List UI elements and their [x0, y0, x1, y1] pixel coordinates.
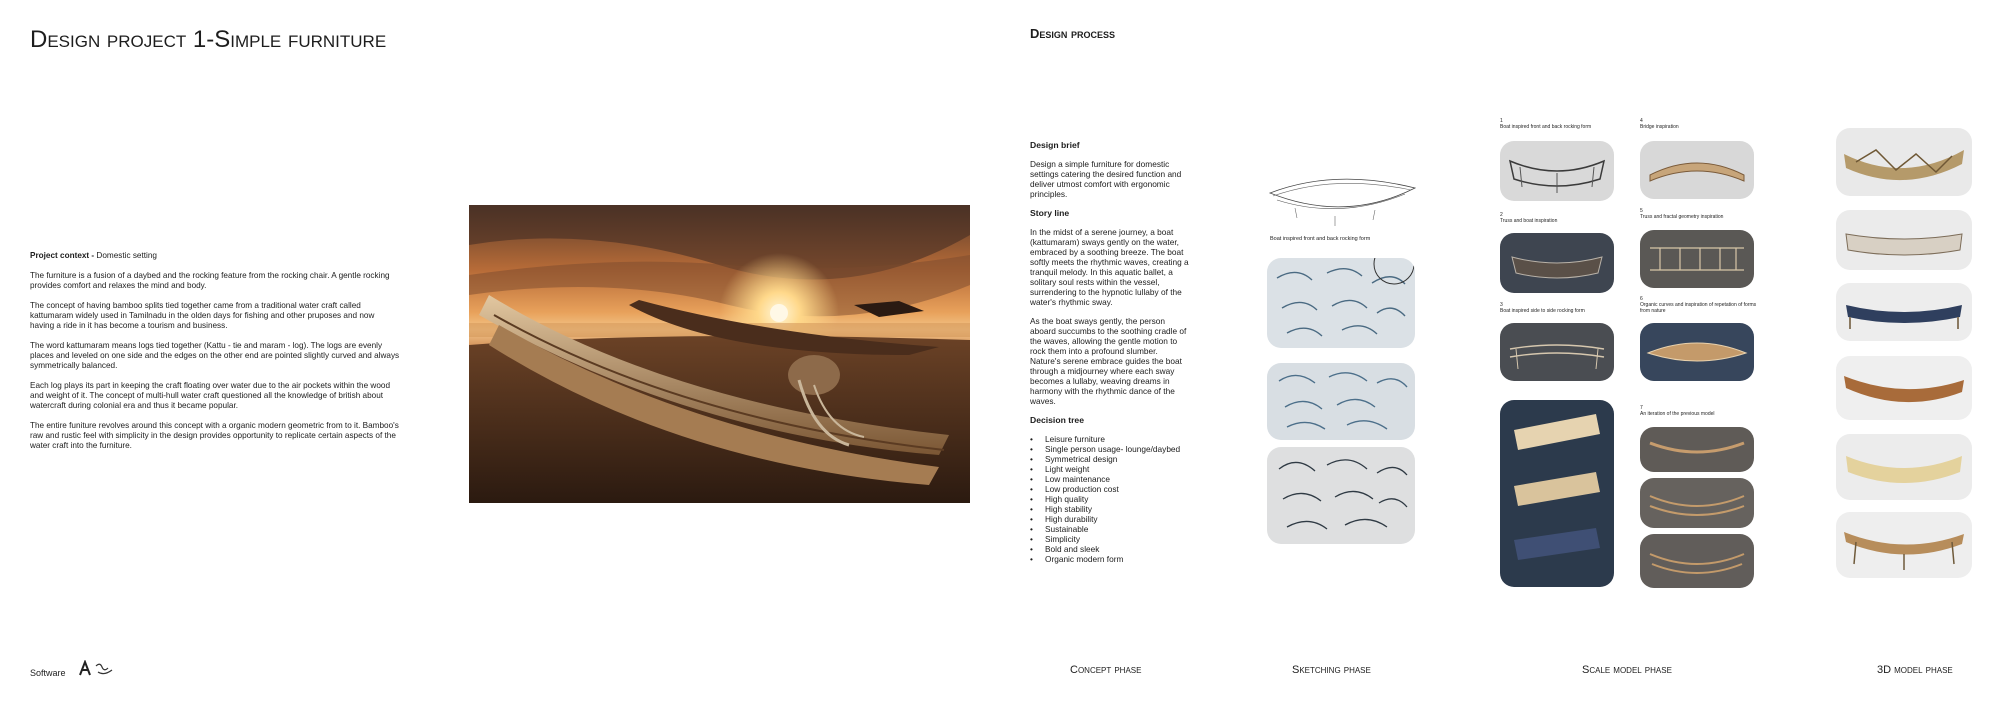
decision-item: • Light weight [1030, 464, 1190, 474]
decision-item: • High stability [1030, 504, 1190, 514]
scale-model-7b [1640, 478, 1754, 528]
model-caption [1500, 118, 1620, 130]
context-paragraph: The furniture is a fusion of a daybed and the rocking feature from the rocking chair. A gentle rocking provides comfort and relaxes the mind and body. [30, 270, 390, 290]
phase-concept: Concept phase [1070, 664, 1142, 676]
design-brief [1030, 140, 1190, 564]
context-value: Domestic setting [94, 251, 157, 260]
process-title: Design process [1030, 26, 1116, 41]
kattumaram-sunset-photo [469, 205, 970, 503]
decision-item: • Low maintenance [1030, 474, 1190, 484]
phase-3d-model: 3D model phase [1877, 664, 1953, 676]
decision-item: • Low production cost [1030, 484, 1190, 494]
caption-text: Boat inspired front and back rocking form [1500, 124, 1592, 130]
decision-item: • Symmetrical design [1030, 454, 1190, 464]
context-paragraph: Each log plays its part in keeping the craft floating over water due to the air pockets within the wood and weight of it. The concept of multi-hull water craft questioned all the knowledge of british about watercraft during colonial era and thus it became popular. [30, 380, 390, 411]
decision-list [1030, 434, 1190, 564]
render-4 [1836, 356, 1972, 420]
scale-model-1 [1500, 141, 1614, 201]
caption-text: An iteration of the previous model [1640, 411, 1715, 417]
context-paragraph: The entire funiture revolves around this concept with a organic modern geometric from to it. Bamboo's raw and rustic feel with simplicity in the design provides opportunity to replicate certain aspects of the water craft into the furniture. [30, 420, 399, 451]
sketch-tile-1 [1267, 258, 1415, 348]
caption-number: 6 [1640, 296, 1643, 302]
caption-number: 1 [1500, 118, 1503, 124]
story-paragraph: In the midst of a serene journey, a boat (kattumaram) sways gently on the water, embraced by a soothing breeze. The boat softly meets the rhythmic waves, creating a tranquil melody. In this aquatic ballet, a solitary soul rests within the vessel, surrendering to the hypnotic lullaby of the water's rhythmic sway. [1030, 227, 1189, 307]
context-line [30, 251, 400, 261]
sketch-tile-3 [1267, 447, 1415, 544]
page-title: Design project 1-Simple furniture [30, 26, 387, 53]
render-6 [1836, 512, 1972, 578]
render-3 [1836, 283, 1972, 341]
software-label: Software [30, 668, 66, 678]
sketch-caption: Boat inspired front and back rocking form [1270, 236, 1371, 242]
concept-sketch [1265, 168, 1420, 238]
story-heading: Story line [1030, 208, 1070, 218]
story-paragraph: As the boat sways gently, the person aboard succumbs to the soothing cradle of the waves, allowing the gentle motion to rock them into a profound slumber. Nature's serene embrace guides the boat through a midjourney where each sway becomes a lullaby, weaving dreams in harmony with the rhythmic dance of the waves. [1030, 316, 1187, 406]
decision-item: • Organic modern form [1030, 554, 1190, 564]
brief-text: Design a simple furniture for domestic settings catering the desired function and deliver utmost comfort with ergonomic principles. [1030, 159, 1182, 199]
scale-model-stack [1500, 400, 1614, 587]
context-paragraph: The concept of having bamboo splits tied together came from a traditional water craft called kattumaram widely used in Tamilnadu in the olden days for fishing and other pruposes and now having a ride in it has become a tourism and business. [30, 300, 375, 331]
scale-model-2 [1500, 233, 1614, 293]
caption-number: 4 [1640, 118, 1643, 124]
context-paragraph: The word kattumaram means logs tied together (Kattu - tie and maram - log). The logs are evenly places and leveled on one side and the edges on the other end are pointed slightly curved and always symmetrically balanced. [30, 340, 400, 371]
decision-item: • Simplicity [1030, 534, 1190, 544]
caption-number: 7 [1640, 405, 1643, 411]
caption-text: Truss and fractal geometry inspiration [1640, 214, 1724, 220]
brief-heading: Design brief [1030, 140, 1080, 150]
caption-number: 2 [1500, 212, 1503, 218]
scale-model-6 [1640, 323, 1754, 381]
render-2 [1836, 210, 1972, 270]
scale-model-3 [1500, 323, 1614, 381]
model-caption [1640, 405, 1760, 417]
model-caption [1500, 302, 1620, 314]
scale-model-5 [1640, 230, 1754, 288]
model-caption [1640, 296, 1760, 314]
caption-text: Bridge inspiration [1640, 124, 1679, 130]
caption-text: Truss and boat inspiration [1500, 218, 1558, 224]
render-1 [1836, 128, 1972, 196]
model-caption [1640, 118, 1760, 130]
software-logos [78, 660, 118, 678]
render-5 [1836, 434, 1972, 500]
model-caption [1640, 208, 1760, 220]
decision-item: • Bold and sleek [1030, 544, 1190, 554]
scale-model-4 [1640, 141, 1754, 199]
caption-text: Organic curves and inspiration of repetation of forms from nature [1640, 302, 1757, 314]
phase-scale-model: Scale model phase [1582, 664, 1672, 676]
phase-sketching: Sketching phase [1292, 664, 1371, 676]
decision-item: • High quality [1030, 494, 1190, 504]
caption-text: Boat inspired side to side rocking form [1500, 308, 1585, 314]
sketch-tile-2 [1267, 363, 1415, 440]
model-caption [1500, 212, 1620, 224]
decision-item: • Sustainable [1030, 524, 1190, 534]
decision-item: • Leisure furniture [1030, 434, 1190, 444]
scale-model-7c [1640, 534, 1754, 588]
project-context [30, 251, 400, 461]
decision-item: • High durability [1030, 514, 1190, 524]
decision-item: • Single person usage- lounge/daybed [1030, 444, 1190, 454]
software-logo-icon [80, 662, 90, 675]
decision-heading: Decision tree [1030, 415, 1084, 425]
context-heading: Project context - [30, 251, 95, 260]
caption-number: 3 [1500, 302, 1503, 308]
scale-model-7a [1640, 427, 1754, 472]
rhino-logo-icon [96, 664, 112, 673]
caption-number: 5 [1640, 208, 1643, 214]
